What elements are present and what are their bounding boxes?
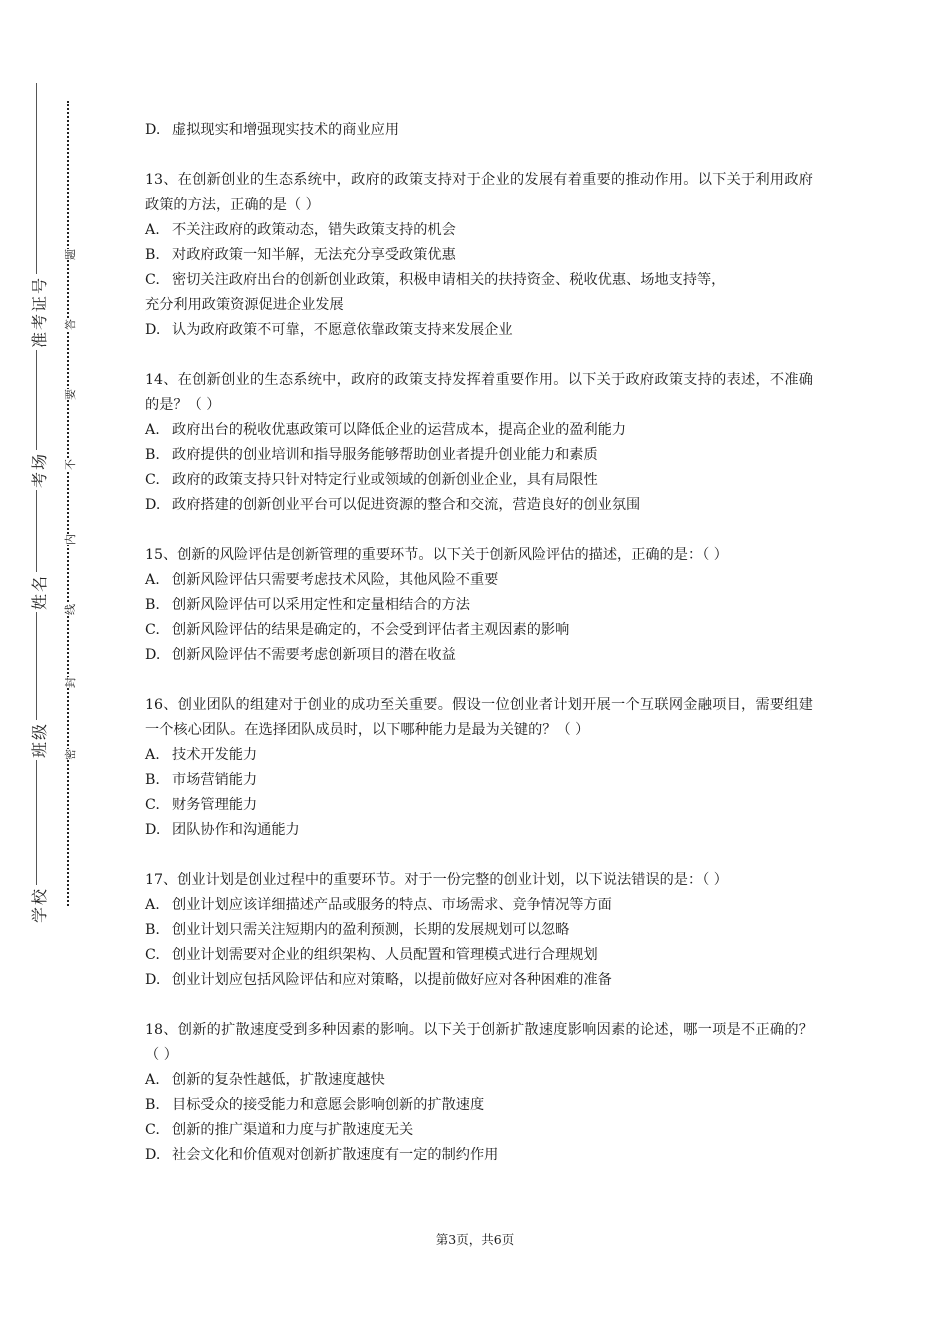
option-d [145,1143,813,1168]
option-text: 市场营销能力 [172,772,258,788]
option-b [145,443,813,468]
option-text: 创业计划需要对企业的组织架构、人员配置和管理模式进行合理规划 [172,947,598,963]
margin-field-label: 姓名 [27,572,50,612]
option-letter: C. [145,472,160,488]
option-text: 政府搭建的创新创业平台可以促进资源的整合和交流，营造良好的创业氛围 [172,497,641,513]
seal-char: 不 [61,459,79,470]
option-text: 创新风险评估不需要考虑创新项目的潜在收益 [172,647,456,663]
option-d [145,493,813,518]
option-text: 对政府政策一知半解，无法充分享受政策优惠 [172,247,456,263]
option-continuation: 充分利用政策资源促进企业发展 [145,297,344,313]
option-letter: D. [145,1147,161,1163]
question-list [145,168,813,1168]
option-c [145,943,813,968]
option-text: 认为政府政策不可靠，不愿意依靠政策支持来发展企业 [172,322,513,338]
option-letter: C. [145,1122,160,1138]
option-letter: A. [145,1072,160,1088]
question-stem: 18、创新的扩散速度受到多种因素的影响。以下关于创新扩散速度影响因素的论述，哪一项是不正确的？（ ） [145,1022,813,1063]
option-a [145,1068,813,1093]
option-text: 创业计划只需关注短期内的盈利预测，长期的发展规划可以忽略 [172,922,570,938]
option-letter: D. [145,822,161,838]
option-b [145,768,813,793]
question-13 [145,168,813,343]
option-d [145,118,813,143]
seal-char: 封 [61,677,79,688]
question-stem: 15、创新的风险评估是创新管理的重要环节。以下关于创新风险评估的描述，正确的是：（ ） [145,547,728,563]
option-letter: A. [145,572,160,588]
option-text: 创业计划应该详细描述产品或服务的特点、市场需求、竞争情况等方面 [172,897,612,913]
option-b [145,243,813,268]
seal-char: 要 [61,389,79,400]
question-stem: 16、创业团队的组建对于创业的成功至关重要。假设一位创业者计划开展一个互联网金融项目，需要组建一个核心团队。在选择团队成员时，以下哪种能力是最为关键的？（ ） [145,697,813,738]
option-text: 创新的推广渠道和力度与扩散速度无关 [172,1122,414,1138]
question-18 [145,1018,813,1168]
seal-char: 内 [61,534,79,545]
question-stem: 17、创业计划是创业过程中的重要环节。对于一份完整的创业计划，以下说法错误的是：（ ） [145,872,728,888]
option-letter: B. [145,247,160,263]
seal-char: 题 [61,249,79,260]
option-letter: A. [145,897,160,913]
option-letter: B. [145,447,160,463]
option-text: 创新风险评估可以采用定性和定量相结合的方法 [172,597,470,613]
option-text: 技术开发能力 [172,747,258,763]
option-c [145,1118,813,1143]
option-text: 创业计划应包括风险评估和应对策略，以提前做好应对各种困难的准备 [172,972,612,988]
option-letter: C. [145,272,160,288]
option-letter: C. [145,797,160,813]
option-letter: C. [145,622,160,638]
option-letter: D. [145,497,161,513]
option-letter: D. [145,647,161,663]
option-letter: D. [145,322,161,338]
option-text: 密切关注政府出台的创新创业政策，积极申请相关的扶持资金、税收优惠、场地支持等， [172,272,726,288]
question-stem: 13、在创新创业的生态系统中，政府的政策支持对于企业的发展有着重要的推动作用。以下关于利用政府政策的方法，正确的是（ ） [145,172,813,213]
option-c [145,268,813,293]
option-letter: A. [145,747,160,763]
option-c [145,618,813,643]
question-15 [145,543,813,668]
question-14 [145,368,813,518]
option-letter: B. [145,1097,160,1113]
option-letter: A. [145,222,160,238]
question-17 [145,868,813,993]
option-text: 财务管理能力 [172,797,258,813]
option-c [145,468,813,493]
margin-field-label: 班级 [27,720,50,760]
option-text: 政府出台的税收优惠政策可以降低企业的运营成本，提高企业的盈利能力 [172,422,627,438]
option-letter: A. [145,422,160,438]
option-b [145,918,813,943]
carryover-option [145,118,813,143]
option-letter: B. [145,922,160,938]
option-a [145,418,813,443]
option-text: 团队协作和沟通能力 [172,822,300,838]
option-b [145,593,813,618]
option-text: 政府提供的创业培训和指导服务能够帮助创业者提升创业能力和素质 [172,447,598,463]
option-b [145,1093,813,1118]
option-d [145,968,813,993]
option-text: 创新的复杂性越低，扩散速度越快 [172,1072,385,1088]
option-text: 社会文化和价值观对创新扩散速度有一定的制约作用 [172,1147,499,1163]
option-letter: D. [145,972,161,988]
seal-dotted-line [67,101,69,906]
option-a [145,743,813,768]
question-16 [145,693,813,843]
margin-field-label: 学校 [27,885,50,925]
question-content [145,118,813,1193]
option-letter: B. [145,772,160,788]
option-text: 虚拟现实和增强现实技术的商业应用 [172,122,400,138]
seal-char: 密 [61,749,79,760]
option-letter: D. [145,122,161,138]
option-a [145,218,813,243]
option-letter: C. [145,947,160,963]
option-a [145,893,813,918]
option-text: 创新风险评估只需要考虑技术风险，其他风险不重要 [172,572,499,588]
page-number: 第3页，共6页 [435,1232,515,1247]
option-d [145,643,813,668]
margin-field-label: 准考证号 [27,274,50,350]
option-text: 创新风险评估的结果是确定的，不会受到评估者主观因素的影响 [172,622,570,638]
option-text: 不关注政府的政策动态，错失政策支持的机会 [172,222,456,238]
option-d [145,818,813,843]
option-a [145,568,813,593]
seal-char: 线 [61,604,79,615]
question-stem: 14、在创新创业的生态系统中，政府的政策支持发挥着重要作用。以下关于政府政策支持的表述，不准确的是？（ ） [145,372,813,413]
margin-field-label: 考场 [27,450,50,490]
option-c [145,793,813,818]
option-text: 政府的政策支持只针对特定行业或领域的创新创业企业，具有局限性 [172,472,598,488]
seal-char: 答 [61,319,79,330]
option-text: 目标受众的接受能力和意愿会影响创新的扩散速度 [172,1097,485,1113]
option-letter: B. [145,597,160,613]
option-d [145,318,813,343]
